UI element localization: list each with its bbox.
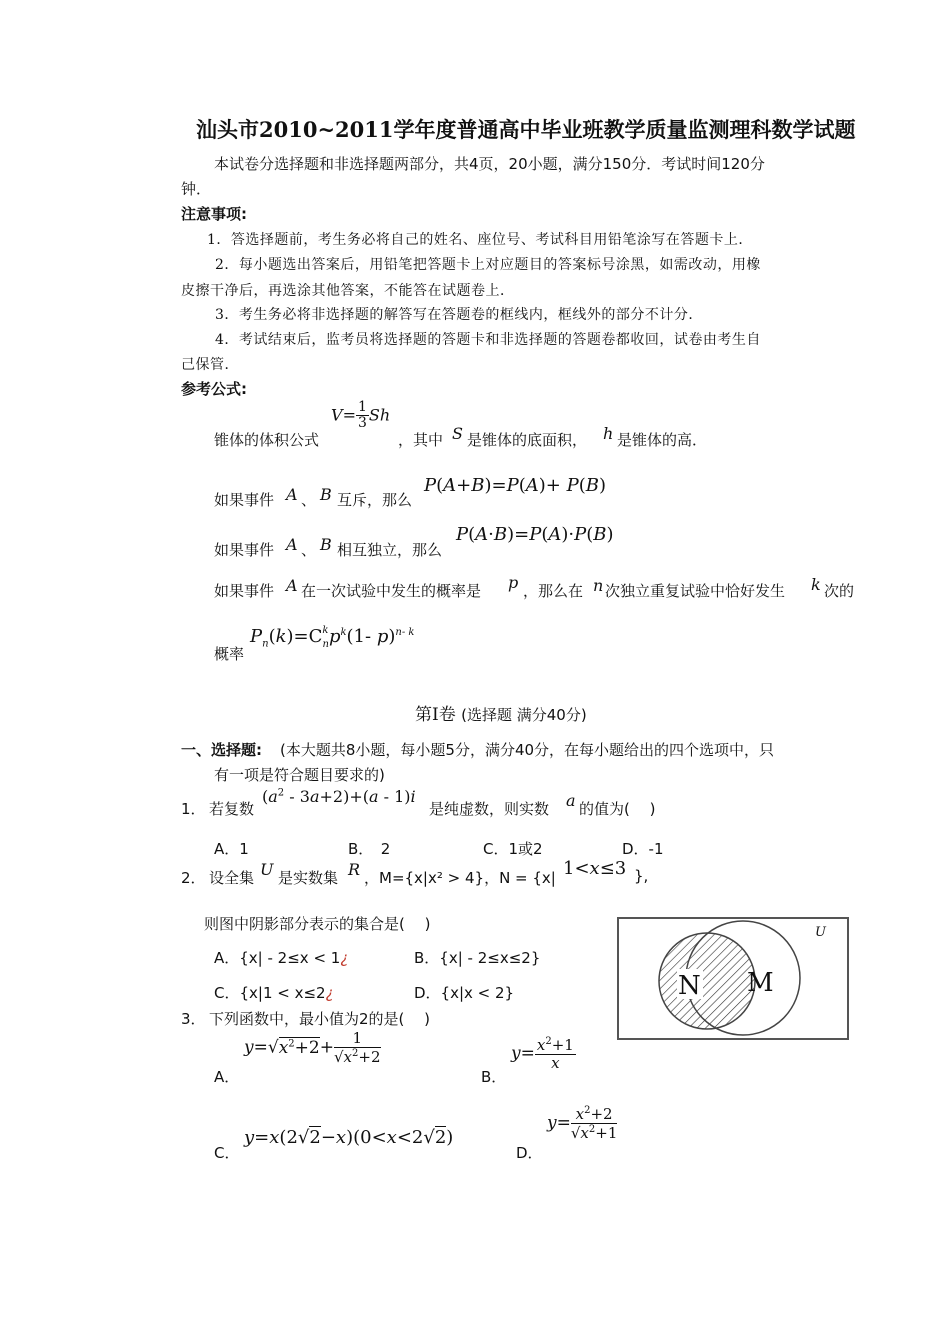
var-a-3: A bbox=[286, 576, 298, 595]
var-r: R bbox=[348, 860, 361, 879]
indep-sep: 、 bbox=[301, 541, 317, 559]
binom-f: 概率 bbox=[214, 645, 245, 663]
section-subtitle: (选择题 满分40分) bbox=[461, 706, 587, 724]
q1-number: 1． bbox=[181, 800, 206, 818]
excl-sep: 、 bbox=[301, 491, 317, 509]
q2-option-a-text: A．{x| - 2≤x < 1 bbox=[214, 949, 341, 967]
q3-option-b-expr: y= $\frac{x^2+1}{x}$ bbox=[511, 1036, 574, 1072]
q2-mid: 是实数集 bbox=[278, 869, 339, 887]
independent-formula: P(A·B)=P(A)·P(B) bbox=[456, 524, 614, 545]
var-a-2: A bbox=[286, 535, 298, 554]
notice-item-1: 1．答选择题前，考生务必将自己的姓名、座位号、考试科目用铅笔涂写在答题卡上． bbox=[207, 232, 753, 248]
venn-u-label: U bbox=[815, 925, 826, 940]
q1-post: 的值为( ) bbox=[579, 800, 656, 818]
var-h: h bbox=[603, 424, 614, 443]
q1-pre: 若复数 bbox=[209, 800, 255, 818]
q1-option-b: B． 2 bbox=[348, 840, 391, 858]
var-a: A bbox=[286, 485, 298, 504]
q1-option-a: A．1 bbox=[214, 840, 249, 858]
binomial-formula: $P_n(k)=C^k_np^k(1-$ p)$^{n- k}$ bbox=[250, 625, 415, 650]
q3-label-d: D． bbox=[516, 1144, 543, 1162]
var-n: n bbox=[593, 576, 604, 595]
excl-suffix: 互斥，那么 bbox=[337, 491, 413, 509]
q2-sets: ，M={x|x² > 4}，N = {x| bbox=[364, 869, 556, 887]
q2-option-a bbox=[214, 947, 348, 968]
venn-n-label: N bbox=[678, 971, 701, 1001]
q3-label-b: B． bbox=[481, 1068, 507, 1086]
excl-prefix: 如果事件 bbox=[214, 491, 275, 509]
notice-item-2-cont: 皮擦干净后，再选涂其他答案，不能答在试题卷上． bbox=[181, 283, 515, 299]
cone-h: 是锥体的高． bbox=[617, 431, 708, 449]
q3-stem: 下列函数中，最小值为2的是( ) bbox=[209, 1010, 431, 1028]
var-b-2: B bbox=[320, 535, 332, 554]
q3-label-c: C． bbox=[214, 1144, 240, 1162]
var-p: p bbox=[508, 573, 519, 592]
section-title-text: 第Ⅰ卷 bbox=[415, 705, 456, 725]
q3-label-a: A． bbox=[214, 1068, 240, 1086]
var-b: B bbox=[320, 485, 332, 504]
q2-close: }, bbox=[634, 867, 649, 885]
indep-suffix: 相互独立，那么 bbox=[337, 541, 443, 559]
binom-b: 在一次试验中发生的概率是 bbox=[301, 582, 482, 600]
notice-item-3: 3．考生务必将非选择题的解答写在答题卷的框线内，框线外的部分不计分． bbox=[215, 307, 703, 323]
venn-svg bbox=[619, 919, 847, 1038]
part-desc-1: (本大题共8小题，每小题5分，满分40分，在每小题给出的四个选项中，只 bbox=[280, 741, 775, 759]
intro-line-1: 本试卷分选择题和非选择题两部分，共4页，20小题，满分150分．考试时间120分 bbox=[214, 155, 765, 173]
var-u: U bbox=[260, 860, 274, 879]
var-a-q1: a bbox=[566, 791, 576, 810]
q2-pre: 设全集 bbox=[209, 869, 255, 887]
q1-complex-expr: $(a^2 - 3a+2)+(a - 1)i$ bbox=[262, 787, 416, 806]
q3-number: 3． bbox=[181, 1010, 206, 1028]
notice-item-2: 2．每小题选出答案后，用铅笔把答题卡上对应题目的答案标号涂黑，如需改动，用橡 bbox=[215, 257, 761, 273]
cone-prefix: 锥体的体积公式 bbox=[214, 431, 320, 449]
binom-d: 次独立重复试验中恰好发生 bbox=[605, 582, 786, 600]
var-s: S bbox=[452, 424, 463, 443]
page-title: 汕头市2010~2011学年度普通高中毕业班教学质量监测理科数学试题 bbox=[196, 117, 856, 142]
notice-item-4-cont: 己保管． bbox=[181, 357, 239, 373]
notice-heading: 注意事项: bbox=[181, 205, 247, 223]
q2-number: 2． bbox=[181, 869, 206, 887]
binom-e: 次的 bbox=[824, 582, 855, 600]
q2-option-b: B．{x| - 2≤x≤2} bbox=[414, 949, 541, 967]
formula-heading: 参考公式: bbox=[181, 380, 247, 398]
notice-item-4: 4．考试结束后，监考员将选择题的答题卡和非选择题的答题卷都收回，试卷由考生自 bbox=[215, 332, 761, 348]
exclusive-formula: P(A+B)=P(A)+ P(B) bbox=[424, 475, 606, 496]
binom-a: 如果事件 bbox=[214, 582, 275, 600]
q2-option-c bbox=[214, 982, 334, 1003]
venn-diagram bbox=[617, 917, 849, 1040]
intro-line-2: 钟． bbox=[181, 180, 212, 198]
venn-m-label: M bbox=[747, 968, 774, 998]
var-k: k bbox=[811, 575, 821, 594]
cone-s: 是锥体的底面积， bbox=[467, 431, 588, 449]
q2-option-c-glyph: ¿ bbox=[325, 984, 334, 1002]
cone-mid: ，其中 bbox=[398, 431, 444, 449]
section-title bbox=[415, 700, 587, 725]
q1-option-d: D．-1 bbox=[622, 840, 664, 858]
q1-mid: 是纯虚数，则实数 bbox=[429, 800, 550, 818]
q3-option-a-expr: $y=√x^2+2+$ $\frac{1}{√x^2+2}$ bbox=[244, 1029, 381, 1066]
q1-option-c: C．1或2 bbox=[483, 840, 543, 858]
q3-option-c-expr: y=x(2√2−x)(0<x<2√2) bbox=[244, 1127, 454, 1148]
part-desc-2: 有一项是符合题目要求的) bbox=[214, 766, 385, 784]
q3-option-d-expr: y= $\frac{x^2+2}{√x^2+1}$ bbox=[547, 1105, 618, 1142]
q2-interval: 1<x≤3 bbox=[563, 858, 627, 879]
q2-option-c-text: C．{x|1 < x≤2 bbox=[214, 984, 326, 1002]
q2-option-a-glyph: ¿ bbox=[340, 949, 349, 967]
binom-c: ，那么在 bbox=[523, 582, 584, 600]
q2-question: 则图中阴影部分表示的集合是( ) bbox=[204, 915, 431, 933]
q2-option-d: D．{x|x < 2} bbox=[414, 984, 515, 1002]
cone-volume-formula: V= $\frac{1}{3}$ Sh bbox=[331, 399, 391, 432]
part-heading: 一、选择题: bbox=[181, 741, 262, 759]
indep-prefix: 如果事件 bbox=[214, 541, 275, 559]
